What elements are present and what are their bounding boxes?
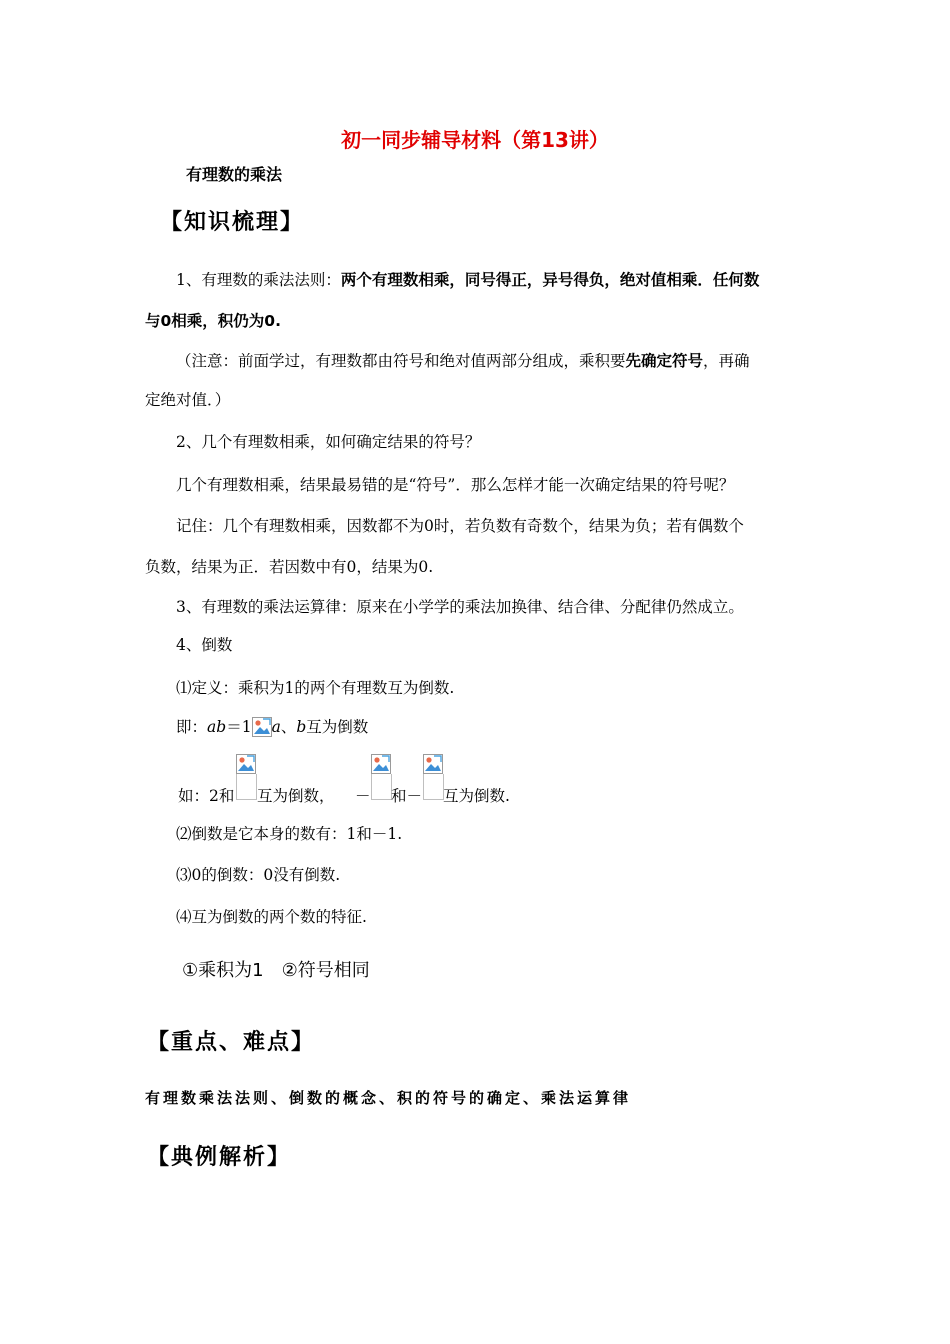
fraction-placeholder-3 [423,754,443,800]
example-end: 互为倒数. [443,787,510,805]
note-line-1 [176,349,750,371]
rule-bold-1: 两个有理数相乘，同号得正，异号得负，绝对值相乘．任何数 [340,271,760,289]
sign-line-1: 几个有理数相乘，结果最易错的是“符号”．那么怎样才能一次确定结果的符号呢？ [176,476,735,494]
rule-bold-2: 与0相乘，积仍为0. [145,312,281,330]
note-line-2: 定绝对值．） [145,391,231,409]
broken-image-icon [423,754,443,774]
ie-eq: ＝1 [226,718,252,736]
key-points-text: 有理数乘法法则、倒数的概念、积的符号的确定、乘法运算律 [145,1089,632,1107]
example-and: 和－ [391,787,423,805]
note-text-a: （注意：前面学过，有理数都由符号和绝对值两部分组成，乘积要 [176,352,626,370]
note-text-b: ，再确 [703,352,750,370]
fraction-placeholder-1 [236,754,256,800]
ie-prefix: 即： [176,718,208,736]
rule-line-1 [176,268,759,290]
reciprocal-ie-line [176,715,368,737]
note-bold: 先确定符号 [625,352,704,370]
ie-sep: 、 [280,718,297,736]
broken-image-icon [371,754,391,774]
section-heading-knowledge: 【知识梳理】 [160,209,305,235]
ie-b: b [296,718,307,736]
sign-line-3: 负数，结果为正．若因数中有0，结果为0. [145,558,434,576]
example-minus: － [355,787,371,805]
example-prefix: 如：2和 [178,787,235,805]
self-reciprocal-line: ⑵倒数是它本身的数有：1和－1. [176,825,403,843]
sign-line-2: 记住：几个有理数相乘，因数都不为0时，若负数有奇数个，结果为负；若有偶数个 [176,517,744,535]
section-heading-key-points: 【重点、难点】 [147,1029,316,1055]
feature-line: ⑷互为倒数的两个数的特征. [176,908,367,926]
broken-image-icon [252,717,272,737]
lesson-subtitle: 有理数的乘法 [186,165,283,184]
ie-suffix: 互为倒数 [306,718,369,736]
ie-ab: ab [207,718,227,736]
zero-reciprocal-line: ⑶0的倒数：0没有倒数. [176,866,341,884]
reciprocal-definition: ⑴定义：乘积为1的两个有理数互为倒数. [176,679,455,697]
question-2: 2、几个有理数相乘，如何确定结果的符号？ [176,433,481,451]
reciprocal-heading: 4、倒数 [176,636,233,654]
rule-prefix: 1、有理数的乘法法则： [176,271,341,289]
section-heading-examples: 【典例解析】 [147,1144,292,1170]
ie-a: a [271,718,281,736]
document-title: 初一同步辅导材料（第13讲） [341,128,609,152]
fraction-placeholder-2 [371,754,391,800]
broken-image-icon [236,754,256,774]
example-mid: 互为倒数， [257,787,335,805]
features-list: ①乘积为1 ②符号相同 [182,960,370,981]
law-line: 3、有理数的乘法运算律：原来在小学学的乘法加换律、结合律、分配律仍然成立。 [176,598,744,616]
